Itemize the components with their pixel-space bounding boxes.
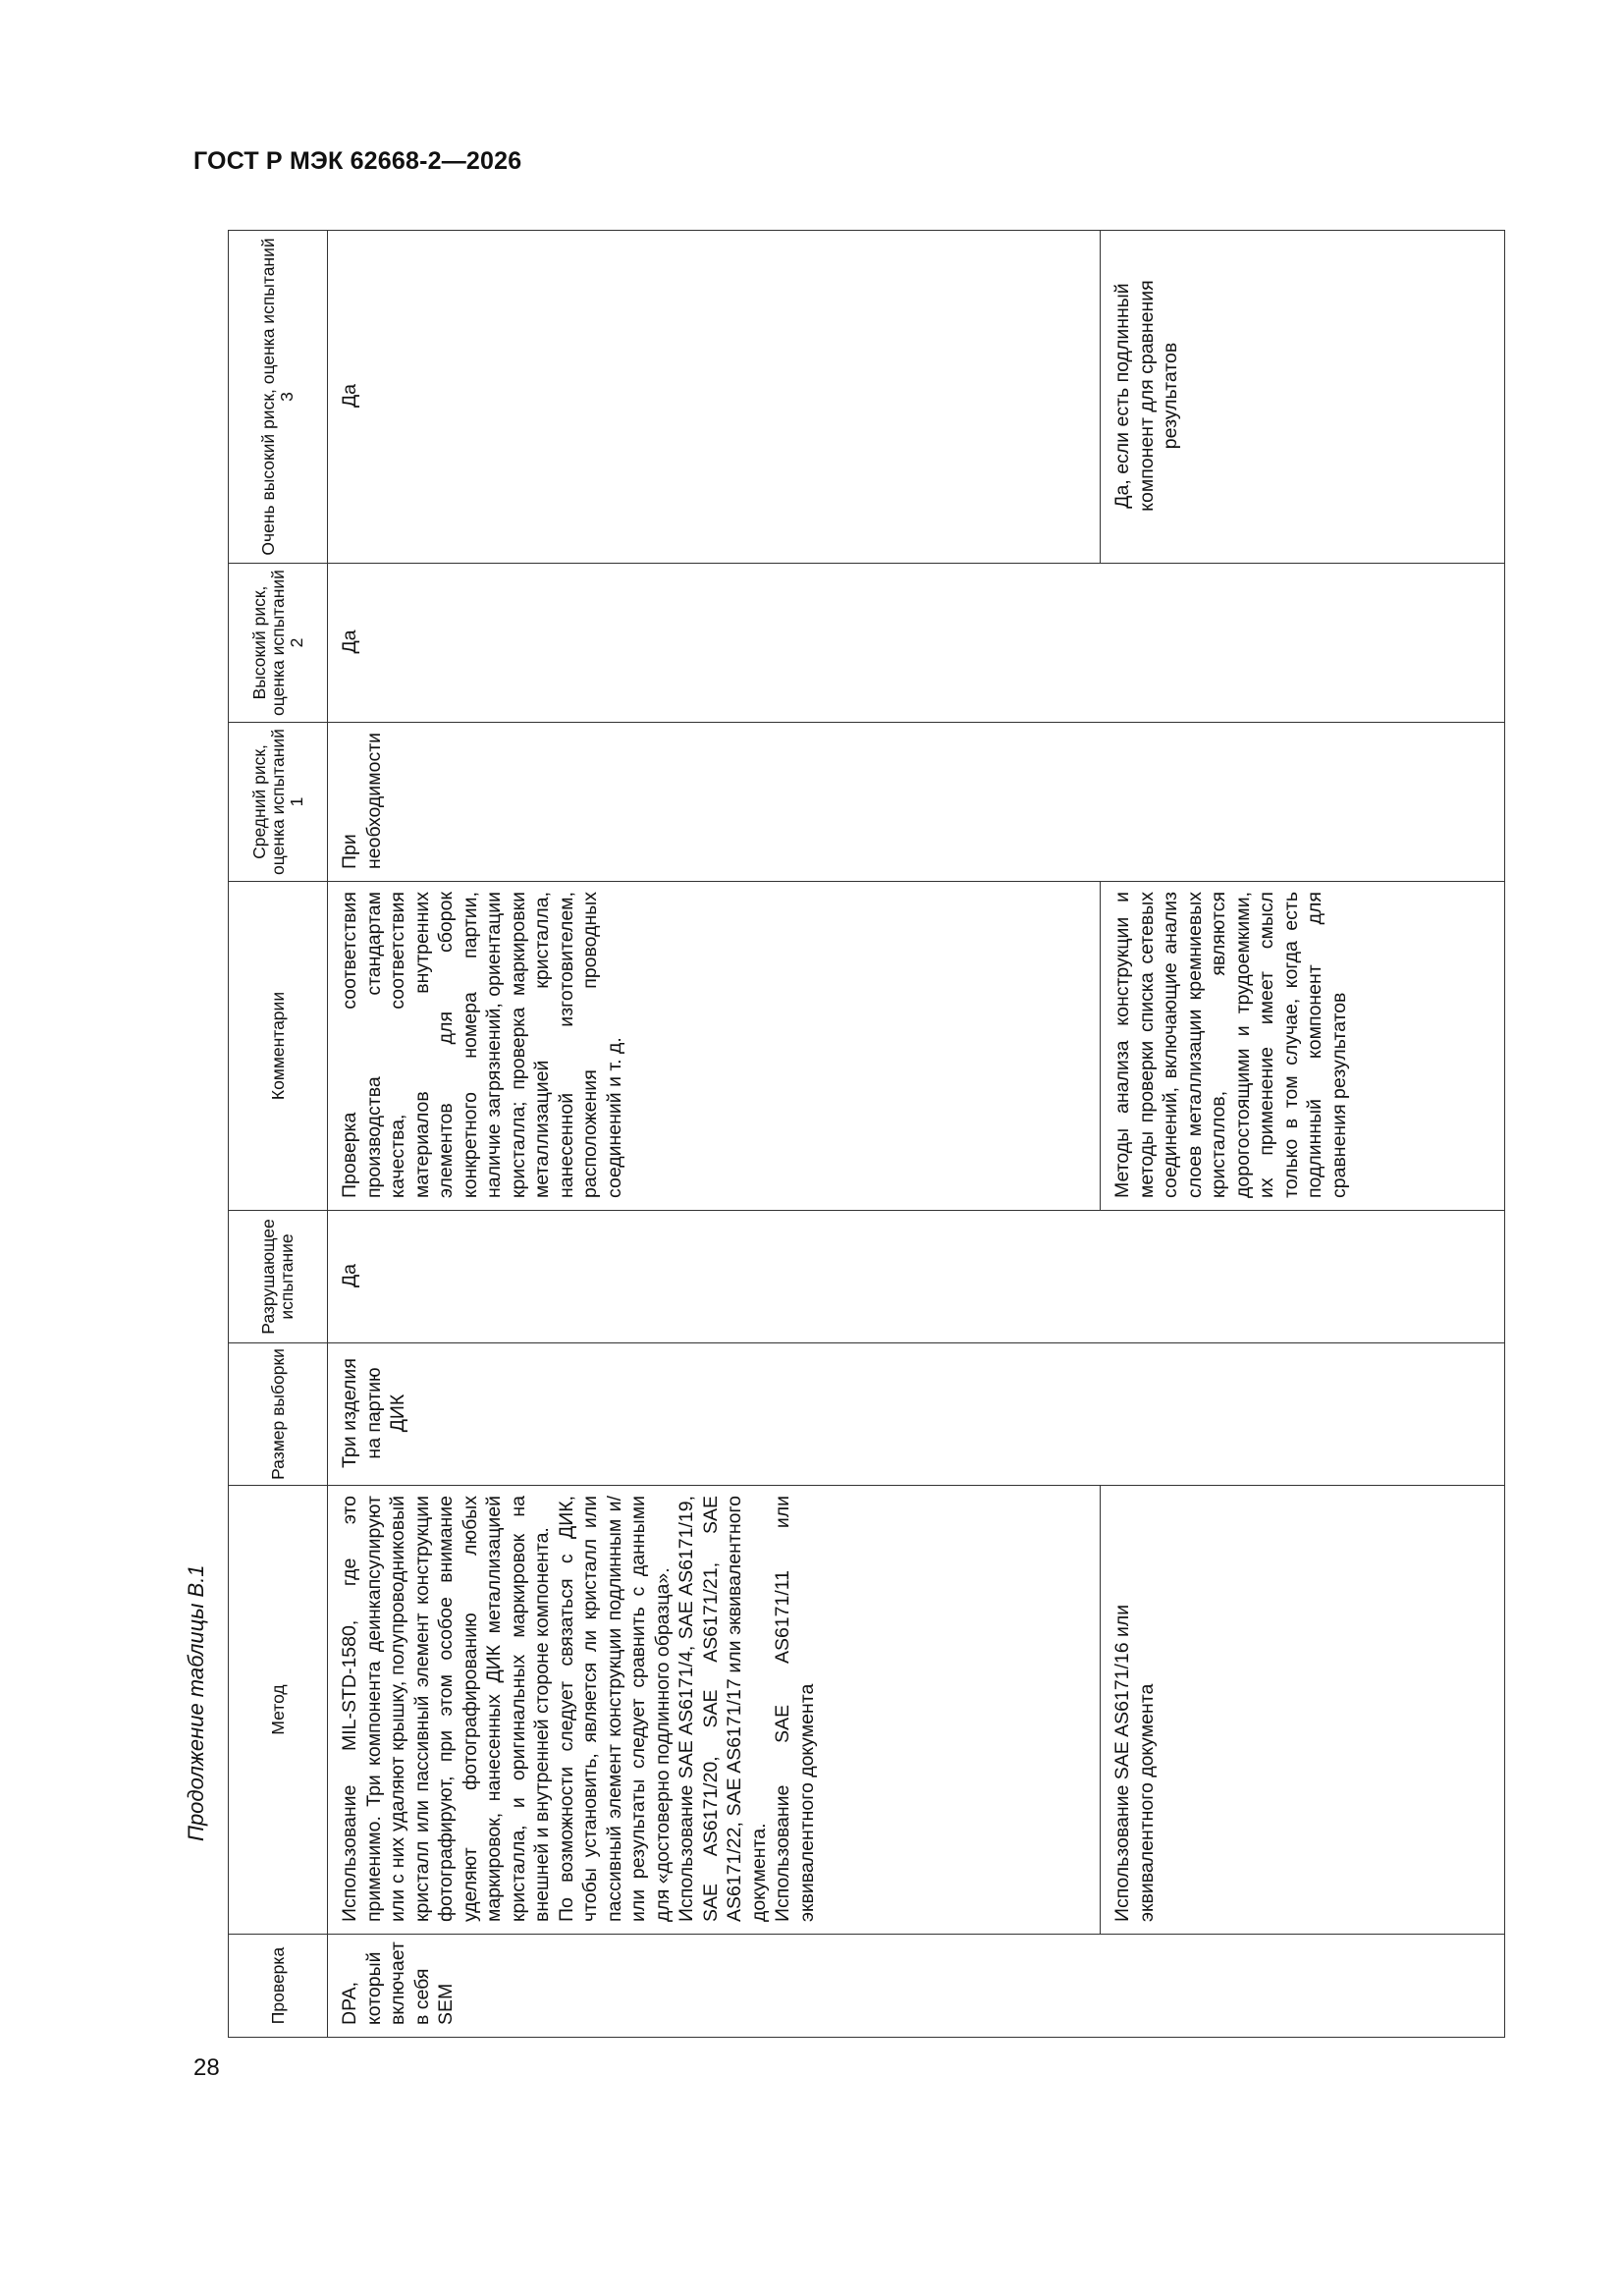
cell-check: DPA, который включает в себя SEM [328, 1935, 1505, 2038]
cell-very-high-risk: Да [328, 231, 1101, 564]
cell-high-risk: Да [328, 564, 1505, 723]
method-paragraph: По возможности следует связаться с ДИК, чтобы установить, является ли кристалл или пассивный элемент конструкции подлинным и/или результаты следует сравнить с данными для «достоверно подлинного образца». [555, 1496, 674, 1922]
column-header-method: Метод [229, 1486, 328, 1935]
column-header-very-high-risk: Очень высокий риск, оценка испытаний 3 [229, 231, 328, 564]
cell-very-high-risk: Да, если есть подлинный компонент для сравнения результатов [1101, 231, 1505, 564]
cell-sample-size: Три изделия на партию ДИК [328, 1343, 1505, 1486]
page-number: 28 [193, 2054, 220, 2081]
cell-comments: Методы анализа конструкции и методы проверки списка сетевых соединений, включающие анализ слоев металлизации кремниевых кристаллов, являются дорогостоящими и трудоемкими, их применение имеет смысл только в том случае, когда есть подлинный компонент для сравнения результатов [1101, 882, 1505, 1211]
cell-medium-risk: При необходимости [328, 723, 1505, 882]
column-header-medium-risk: Средний риск, оценка испытаний 1 [229, 723, 328, 882]
cell-method [328, 1486, 1101, 1935]
column-header-sample-size: Размер выборки [229, 1343, 328, 1486]
column-header-high-risk: Высокий риск, оценка испытаний 2 [229, 564, 328, 723]
document-id: ГОСТ Р МЭК 62668-2—2026 [193, 147, 522, 175]
method-paragraph: Использование SAE AS6171/4, SAE AS6171/19, SAE AS6171/20, SAE AS6171/21, SAE AS6171/22, SAE AS6171/17 или эквивалентного документа. [676, 1496, 770, 1922]
cell-comments: Проверка соответствия производства стандартам качества, соответствия материалов внутренних элементов для сборок конкретного номера партии, наличие загрязнений, ориентации кристалла; проверка маркировки металлизацией кристалла, нанесенной изготовителем, расположения проводных соединений и т. д. [328, 882, 1101, 1211]
table-row [1101, 231, 1505, 2038]
cell-destructive: Да [328, 1211, 1505, 1343]
table-row [328, 231, 1101, 2038]
method-paragraph: Использование MIL-STD-1580, где это применимо. Три компонента деинкапсулируют или с них удаляют крышку, полупроводниковый кристалл или пассивный элемент конструкции фотографируют, при этом особое внимание уделяют фотографированию любых маркировок, нанесенных ДИК металлизацией кристалла, и оригинальных маркировок на внешней и внутренней стороне компонента. [339, 1496, 553, 1922]
method-paragraph: Использование SAE AS6171/11 или эквивалентного документа [772, 1496, 818, 1922]
table-caption: Продолжение таблицы В.1 [184, 1564, 208, 1841]
verification-table [228, 230, 1505, 2038]
cell-method: Использование SAE AS6171/16 или эквивалентного документа [1101, 1486, 1505, 1935]
rotated-table-container [228, 231, 1497, 2038]
column-header-comments: Комментарии [229, 882, 328, 1211]
table-header-row [229, 231, 328, 2038]
column-header-destructive: Разрушающее испытание [229, 1211, 328, 1343]
column-header-check: Проверка [229, 1935, 328, 2038]
